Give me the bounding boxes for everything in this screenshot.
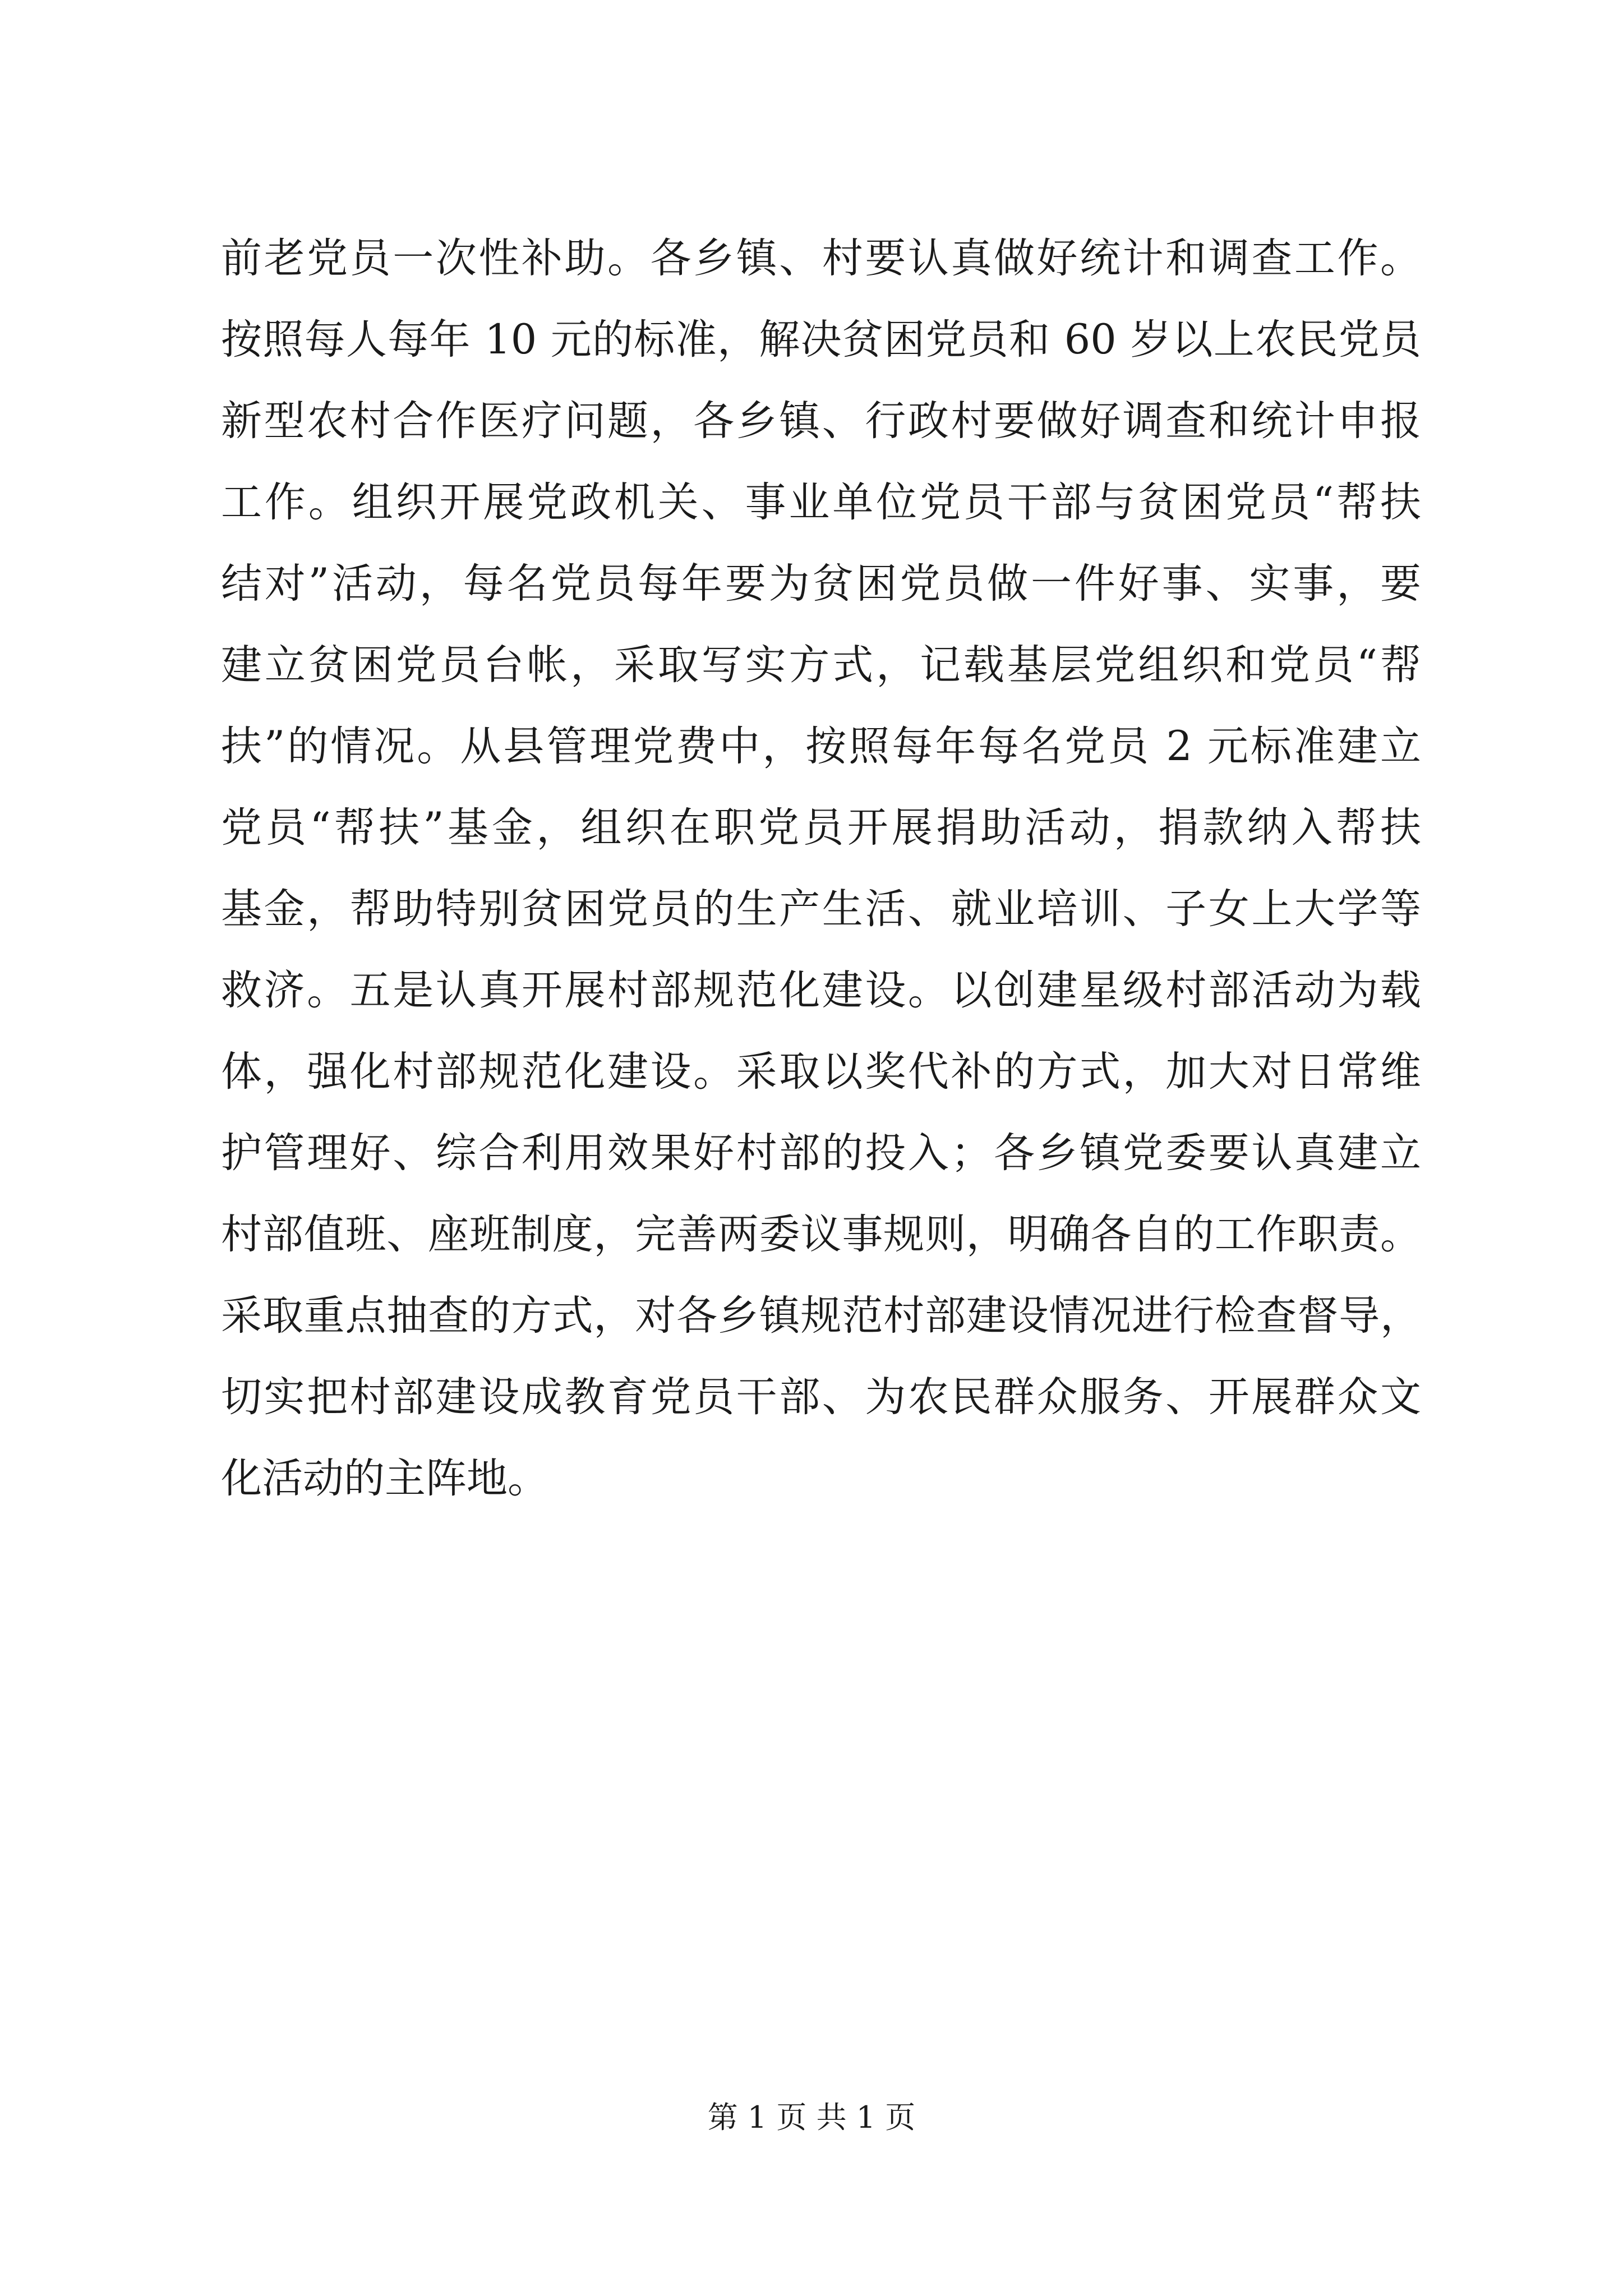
- body-paragraph: [221, 218, 1421, 1519]
- text-line: 扶”的情况。从县管理党费中，按照每年每名党员 2 元标准建立: [221, 723, 1421, 770]
- text-line: 采取重点抽查的方式，对各乡镇规范村部建设情况进行检查督导，: [221, 1292, 1421, 1340]
- text-line: 切实把村部建设成教育党员干部、为农民群众服务、开展群众文: [221, 1373, 1421, 1421]
- text-line: 救济。五是认真开展村部规范化建设。以创建星级村部活动为载: [221, 967, 1421, 1014]
- text-line: 建立贫困党员台帐，采取写实方式，记载基层党组织和党员“帮: [221, 641, 1421, 689]
- text-line: 化活动的主阵地。: [221, 1455, 548, 1502]
- text-line: 按照每人每年 10 元的标准，解决贫困党员和 60 岁以上农民党员: [221, 316, 1421, 364]
- text-line: 村部值班、座班制度，完善两委议事规则，明确各自的工作职责。: [221, 1211, 1421, 1258]
- text-line: 工作。组织开展党政机关、事业单位党员干部与贫困党员“帮扶: [221, 478, 1421, 526]
- text-line: 体，强化村部规范化建设。采取以奖代补的方式，加大对日常维: [221, 1048, 1421, 1096]
- text-line: 结对”活动，每名党员每年要为贫困党员做一件好事、实事，要: [221, 560, 1421, 608]
- text-line: 护管理好、综合利用效果好村部的投入；各乡镇党委要认真建立: [221, 1129, 1421, 1177]
- text-line: 新型农村合作医疗问题，各乡镇、行政村要做好调查和统计申报: [221, 397, 1421, 445]
- text-line: 前老党员一次性补助。各乡镇、村要认真做好统计和调查工作。: [221, 234, 1421, 282]
- text-line: 基金，帮助特别贫困党员的生产生活、就业培训、子女上大学等: [221, 885, 1421, 933]
- text-line: 党员“帮扶”基金，组织在职党员开展捐助活动，捐款纳入帮扶: [221, 804, 1421, 852]
- page-number-footer: 第 1 页 共 1 页: [707, 2100, 916, 2135]
